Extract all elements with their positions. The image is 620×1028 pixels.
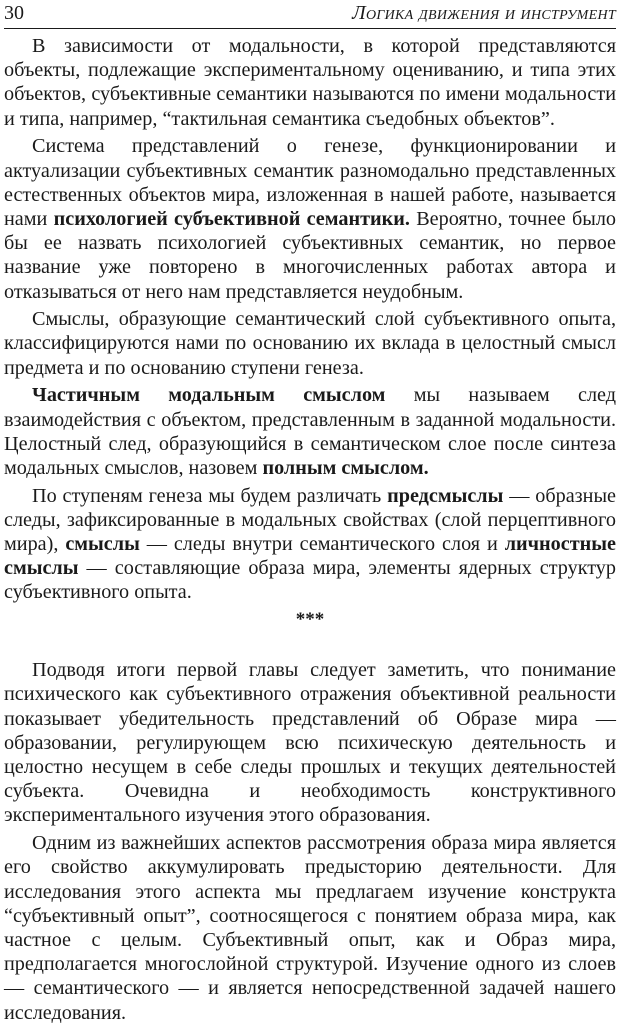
text-run: По ступеням генеза мы будем различать — [32, 484, 388, 507]
page-header — [4, 0, 616, 29]
paragraph — [4, 658, 616, 827]
paragraph — [4, 383, 616, 480]
text-run: мы называем след взаимодействия с объектом, представленным в заданной модальности. Целостный след, образующийся в семантическом слое после синтеза модальных смыслов, назовем — [4, 384, 616, 479]
text-run: — образные следы, зафиксированные в модальных свойствах (слой перцептивного мира), — [4, 484, 616, 556]
bold-term: полным смыслом. — [262, 456, 429, 479]
paragraphs-after-separator — [4, 658, 616, 1025]
body-text — [4, 34, 616, 1028]
running-title: Логика движения и инструмент — [352, 2, 616, 24]
bold-term: личностные смыслы — [4, 533, 616, 580]
section-separator: *** — [295, 609, 325, 631]
text-run: В зависимости от модальности, в которой представляются объекты, подлежащие экспериментальному оцениванию, и типа этих объектов, субъективные семантики называются по имени модальности и типа, например, “тактильная семантика съедобных объектов”. — [4, 35, 616, 130]
page-number: 30 — [4, 2, 24, 24]
text-run: Подводя итоги первой главы следует заметить, что понимание психического как субъективного отражения объективной реальности показывает убедительность представлений об Образе мира — образовании, регулирующем всю психическую деятельность и целостно несущем в себе следы прошлых и текущих деятельностей субъекта. Очевидна и необходимость конструктивного экспериментального изучения этого образования. — [4, 659, 616, 827]
book-page — [4, 0, 617, 1024]
text-run: Система представлений о генезе, функционировании и актуализации субъективных семантик разномодально представленных естественных объектов мира, изложенная в нашей работе, называется нами — [4, 135, 616, 230]
bold-term: Частичным модальным смыслом — [32, 384, 386, 407]
text-run: Смыслы, образующие семантический слой субъективного опыта, классифицируются нами по основанию их вклада в целостный смысл предмета и по основанию ступени генеза. — [4, 308, 616, 379]
text-run: — следы внутри семантического слоя и — [139, 533, 505, 556]
paragraph — [4, 307, 616, 380]
paragraph — [4, 484, 616, 605]
text-run: Вероятно, точнее было бы ее назвать психологией субъективных семантик, но первое название уже повторено в многочисленных работах автора и отказываться от него нам представляется неудобным. — [4, 207, 617, 303]
paragraph — [4, 134, 616, 303]
text-run: Одним из важнейших аспектов рассмотрения образа мира является его свойство аккумулировать предысторию деятельности. Для исследования этого аспекта мы предлагаем изучение конструкта “субъективный опыт”, соотносящегося с понятием образа мира, как частное с целым. Субъективный опыт, как и Образ мира, предполагается многослойной структурой. Изучение одного из слоев — семантического — и является непосредственной задачей нашего исследования. — [4, 832, 616, 1024]
bold-term: смыслы — [65, 533, 140, 556]
bold-term: психологией субъективной семантики. — [53, 207, 410, 230]
paragraph — [4, 34, 616, 131]
paragraphs-before-separator — [4, 34, 616, 605]
bold-term: предсмыслы — [387, 484, 504, 507]
paragraph — [4, 831, 616, 1025]
text-run: — составляющие образа мира, элементы ядерных структур субъективного опыта. — [4, 557, 616, 604]
